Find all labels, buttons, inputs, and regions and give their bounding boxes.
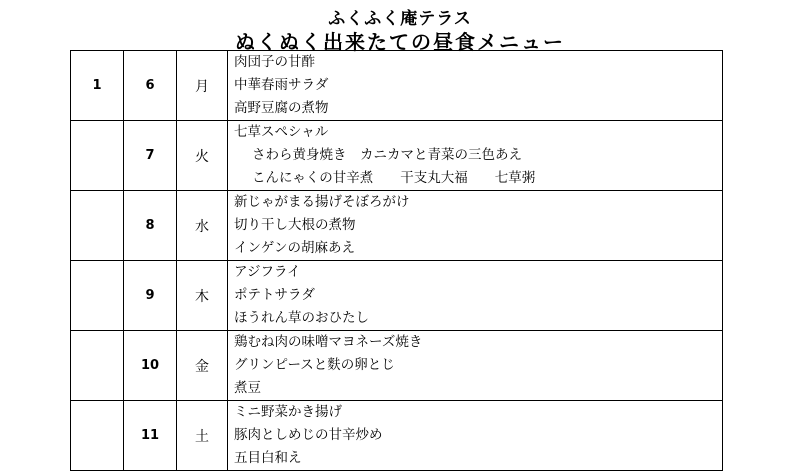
week-number bbox=[71, 191, 124, 261]
dish-list bbox=[228, 401, 723, 471]
menu-row bbox=[71, 191, 723, 261]
week-number bbox=[71, 121, 124, 191]
weekday: 水 bbox=[177, 191, 228, 261]
dish-item: アジフライ bbox=[234, 264, 301, 280]
dish-list bbox=[228, 51, 723, 121]
dish-item: インゲンの胡麻あえ bbox=[234, 240, 355, 256]
menu-row bbox=[71, 331, 723, 401]
dish-item: 肉団子の甘酢 bbox=[234, 54, 315, 70]
day-number: 9 bbox=[124, 261, 177, 331]
menu-row bbox=[71, 261, 723, 331]
menu-row bbox=[71, 121, 723, 191]
day-number: 8 bbox=[124, 191, 177, 261]
day-number: 7 bbox=[124, 121, 177, 191]
dish-item: 鶏むね肉の味噌マヨネーズ焼き bbox=[234, 334, 423, 350]
dish-item: ポテトサラダ bbox=[234, 287, 315, 303]
menu-row bbox=[71, 51, 723, 121]
weekday: 月 bbox=[177, 51, 228, 121]
dish-item: 切り干し大根の煮物 bbox=[234, 217, 356, 233]
dish-list bbox=[228, 331, 723, 401]
dish-item: さわら黄身焼き カニカマと青菜の三色あえ bbox=[252, 147, 522, 163]
dish-item: ほうれん草のおひたし bbox=[234, 310, 369, 326]
dish-list bbox=[228, 121, 723, 191]
dish-item: 七草スペシャル bbox=[234, 124, 329, 140]
day-number: 10 bbox=[124, 331, 177, 401]
weekday: 土 bbox=[177, 401, 228, 471]
weekday: 木 bbox=[177, 261, 228, 331]
weekday: 金 bbox=[177, 331, 228, 401]
menu-title: ぬくぬく出来たての昼食メニュー bbox=[235, 30, 565, 54]
week-number bbox=[71, 331, 124, 401]
dish-item: 煮豆 bbox=[234, 380, 261, 396]
restaurant-name: ふくふく庵テラス bbox=[328, 9, 472, 29]
week-number bbox=[71, 261, 124, 331]
day-number: 11 bbox=[124, 401, 177, 471]
dish-item: 中華春雨サラダ bbox=[234, 77, 329, 93]
menu-row bbox=[71, 401, 723, 471]
dish-list bbox=[228, 261, 723, 331]
dish-item: 新じゃがまる揚げそぼろがけ bbox=[234, 194, 410, 210]
dish-list bbox=[228, 191, 723, 261]
day-number: 6 bbox=[124, 51, 177, 121]
week-number bbox=[71, 401, 124, 471]
week-number: 1 bbox=[71, 51, 124, 121]
dish-item: 豚肉としめじの甘辛炒め bbox=[234, 427, 383, 443]
dish-item: 五目白和え bbox=[234, 450, 302, 466]
dish-item: 高野豆腐の煮物 bbox=[234, 100, 329, 116]
dish-item: こんにゃくの甘辛煮 干支丸大福 七草粥 bbox=[252, 170, 536, 186]
dish-item: グリンピースと麩の卵とじ bbox=[234, 357, 395, 373]
dish-item: ミニ野菜かき揚げ bbox=[234, 404, 342, 420]
lunch-menu-table bbox=[70, 50, 723, 471]
weekday: 火 bbox=[177, 121, 228, 191]
